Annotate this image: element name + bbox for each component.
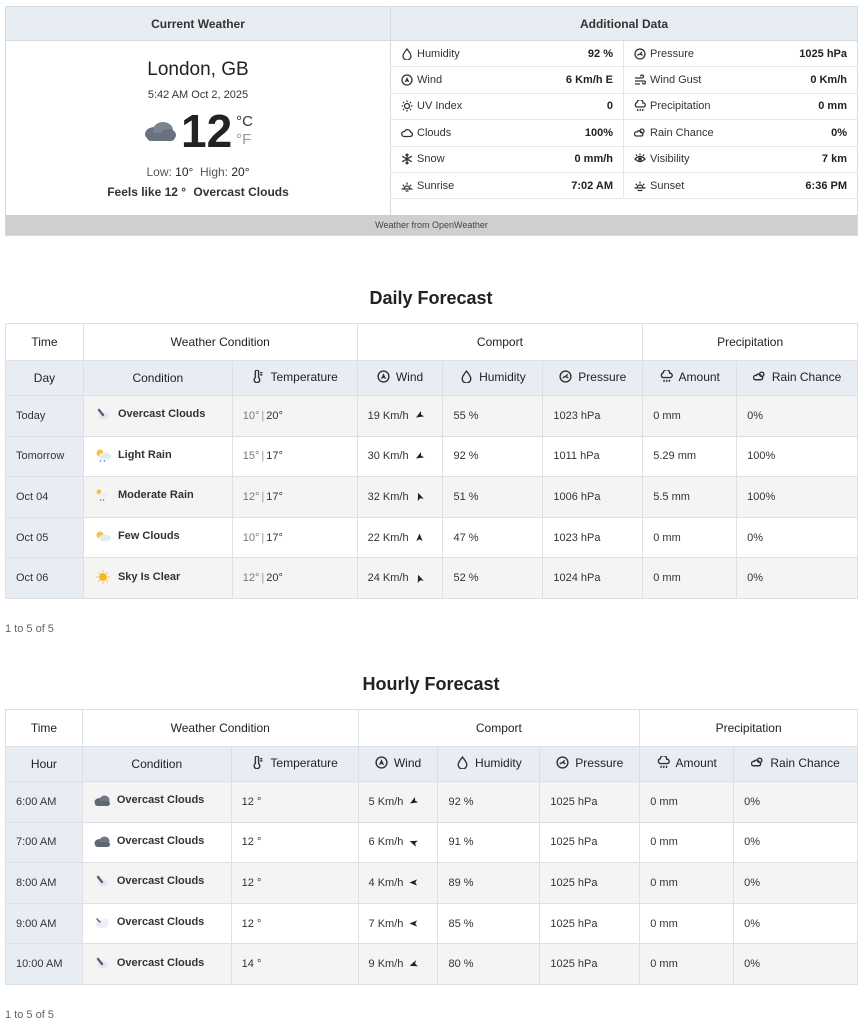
precipitation-icon (660, 370, 673, 383)
cell-wind (357, 517, 443, 558)
temp-low: 10° (242, 409, 260, 422)
cell-humidity: 92 % (438, 782, 540, 823)
cloud-icon (93, 956, 111, 970)
rain-chance-icon (753, 370, 766, 383)
additional-data-label: Sunset (650, 179, 685, 192)
precipitation-icon-wrap (634, 100, 646, 112)
pressure-icon (559, 370, 572, 383)
cell-pressure: 1023 hPa (543, 396, 643, 437)
hourly-forecast-table (5, 709, 858, 985)
col-header-condition[interactable] (83, 361, 232, 396)
wind-direction-icon (409, 919, 418, 928)
sunrise-icon-wrap (401, 180, 413, 192)
cell-temperature: 12° | 20° (232, 558, 357, 599)
cell-rain-chance: 0% (737, 558, 858, 599)
cell-time: Oct 04 (6, 477, 84, 518)
col-header-time[interactable] (6, 361, 84, 396)
cloud-icon (93, 793, 111, 807)
cell-amount: 5.5 mm (643, 477, 737, 518)
cell-humidity: 91 % (438, 822, 540, 863)
cell-time: Today (6, 396, 84, 437)
unit-toggle[interactable] (236, 113, 253, 149)
col-header-humidity[interactable] (438, 747, 540, 782)
additional-data-label: Rain Chance (650, 126, 714, 139)
additional-data-value: 0 (606, 100, 613, 113)
cell-temperature (231, 944, 358, 985)
additional-data-item (391, 173, 624, 199)
cell-temperature (231, 822, 358, 863)
cell-pressure: 1025 hPa (540, 782, 640, 823)
cell-amount: 0 mm (640, 944, 734, 985)
col-header-temperature-label: Temperature (270, 369, 338, 384)
temp-low: 15° (242, 450, 260, 463)
cell-humidity: 89 % (438, 863, 540, 904)
high-value: 20° (231, 165, 250, 179)
table-row[interactable] (6, 436, 858, 477)
temp-low: 10° (242, 531, 260, 544)
cloud-icon (93, 874, 111, 888)
clouds-icon (401, 127, 413, 139)
wind-speed: 7 Km/h (368, 917, 404, 930)
rain-chance-icon-wrap (634, 127, 646, 139)
weather-source-footer: Weather from OpenWeather (6, 215, 857, 235)
additional-data-item (624, 147, 857, 173)
additional-data-item (391, 67, 624, 93)
cell-pressure: 1025 hPa (540, 822, 640, 863)
additional-data-value: 100% (584, 126, 613, 139)
celsius-unit[interactable]: °C (236, 113, 253, 130)
wind-icon (375, 756, 388, 769)
wind-direction-icon (408, 958, 420, 970)
snow-icon (401, 153, 413, 165)
precipitation-icon (634, 100, 646, 112)
cell-wind (357, 396, 443, 437)
cloud-icon (94, 529, 112, 543)
cloud-icon (93, 834, 111, 848)
additional-data-item (624, 173, 857, 199)
temp-high: 20° (266, 572, 283, 585)
cell-time: 8:00 AM (6, 863, 83, 904)
cell-condition (83, 558, 232, 599)
table-row[interactable] (6, 903, 858, 944)
temp-high: 17° (266, 531, 283, 544)
visibility-icon (634, 153, 646, 165)
cell-rain-chance: 0% (734, 822, 858, 863)
col-header-pressure[interactable] (543, 361, 643, 396)
wind-speed: 19 Km/h (367, 409, 409, 422)
wind-speed: 30 Km/h (367, 450, 409, 463)
group-time: Time (6, 324, 84, 361)
additional-data-label: Sunrise (417, 179, 455, 192)
cell-rain-chance: 100% (737, 477, 858, 518)
wind-direction-icon (408, 837, 420, 849)
cell-temperature: 10° | 17° (232, 517, 357, 558)
additional-data-label: Wind Gust (650, 74, 702, 87)
additional-data-grid (391, 41, 857, 199)
cell-wind (358, 822, 438, 863)
col-header-humidity-label: Humidity (479, 369, 526, 384)
cell-rain-chance: 0% (737, 396, 858, 437)
cell-humidity: 55 % (443, 396, 543, 437)
cell-rain-chance: 0% (734, 782, 858, 823)
sun-icon (94, 570, 112, 584)
sunrise-icon (401, 180, 413, 192)
cell-wind (357, 477, 443, 518)
table-row[interactable] (6, 396, 858, 437)
additional-data-value: 6 Km/h E (565, 74, 613, 87)
cell-time: Oct 05 (6, 517, 84, 558)
table-row[interactable] (6, 782, 858, 823)
group-weather-condition: Weather Condition (83, 324, 357, 361)
cell-condition (82, 863, 231, 904)
additional-data-label: Humidity (417, 47, 460, 60)
col-header-wind-label: Wind (395, 369, 424, 384)
rain-chance-icon (634, 127, 646, 139)
table-row[interactable] (6, 517, 858, 558)
current-weather-panel (6, 7, 391, 215)
rain-icon (94, 448, 112, 462)
additional-data-label: UV Index (417, 100, 463, 113)
group-weather-condition: Weather Condition (82, 710, 358, 747)
col-header-amount-label: Amount (675, 755, 717, 770)
group-precipitation: Precipitation (640, 710, 858, 747)
cell-amount: 0 mm (643, 517, 737, 558)
snow-icon-wrap (401, 153, 413, 165)
daily-forecast-table (5, 323, 858, 599)
additional-data-item (391, 94, 624, 120)
additional-data-value: 1025 hPa (799, 47, 847, 60)
condition-text: Sky Is Clear (117, 570, 181, 583)
cell-temperature (231, 903, 358, 944)
wind-direction-icon (413, 491, 425, 503)
cell-rain-chance: 0% (734, 903, 858, 944)
additional-data-value: 0% (831, 126, 847, 139)
cell-temperature: 10° | 20° (232, 396, 357, 437)
cell-time: 6:00 AM (6, 782, 83, 823)
temp-high: 17° (266, 450, 283, 463)
col-header-wind-label: Wind (393, 755, 422, 770)
additional-data-value: 7 km (821, 153, 847, 166)
wind-direction-icon (413, 410, 425, 422)
hourly-forecast-title: Hourly Forecast (362, 674, 500, 694)
table-row[interactable] (6, 944, 858, 985)
cell-rain-chance: 0% (737, 517, 858, 558)
col-header-pressure-label: Pressure (575, 755, 624, 770)
col-header-amount[interactable] (643, 361, 737, 396)
wind-direction-icon (413, 450, 425, 462)
cell-wind (358, 863, 438, 904)
group-comfort: Comport (358, 710, 640, 747)
cell-condition (83, 396, 232, 437)
cell-wind (357, 558, 443, 599)
col-header-rain-chance[interactable] (734, 747, 858, 782)
wind-direction-icon (408, 796, 420, 808)
additional-data-item (391, 147, 624, 173)
additional-data-item (624, 67, 857, 93)
cell-humidity: 47 % (443, 517, 543, 558)
additional-data-label: Wind (417, 74, 443, 87)
precipitation-icon (657, 756, 670, 769)
cell-amount: 0 mm (640, 782, 734, 823)
temp-value: 12 ° (241, 795, 262, 808)
cell-condition (83, 436, 232, 477)
high-label: High: (200, 165, 229, 179)
col-header-time[interactable] (6, 747, 83, 782)
temp-low: 12° (242, 572, 260, 585)
group-comfort: Comport (357, 324, 643, 361)
col-header-wind[interactable] (357, 361, 443, 396)
wind-direction-icon (409, 878, 418, 887)
wind-speed: 4 Km/h (368, 876, 404, 889)
additional-data-label: Visibility (650, 153, 690, 166)
rain-chance-icon (751, 756, 764, 769)
feels-like: Feels like 12 ° (107, 185, 187, 199)
pressure-icon (634, 48, 646, 60)
sunset-icon (634, 180, 646, 192)
rain-icon (94, 488, 112, 502)
low-value: 10° (175, 165, 194, 179)
cell-pressure: 1025 hPa (540, 903, 640, 944)
additional-data-item (624, 120, 857, 146)
humidity-icon-wrap (401, 48, 413, 60)
additional-data-value: 6:36 PM (805, 179, 847, 192)
additional-data-item (391, 120, 624, 146)
col-header-temperature[interactable] (231, 747, 358, 782)
wind-icon-wrap (401, 74, 413, 86)
low-high (6, 165, 390, 179)
condition-text: Overcast Clouds (117, 408, 206, 421)
cell-temperature: 12° | 17° (232, 477, 357, 518)
cell-pressure: 1006 hPa (543, 477, 643, 518)
sunset-icon-wrap (634, 180, 646, 192)
current-temp-row (6, 105, 390, 157)
cell-humidity: 92 % (443, 436, 543, 477)
condition-text: Moderate Rain (117, 489, 194, 502)
pressure-icon (556, 756, 569, 769)
table-row[interactable] (6, 863, 858, 904)
uv-icon-wrap (401, 100, 413, 112)
additional-data-value: 0 mm (818, 100, 847, 113)
col-header-rain-chance-label: Rain Chance (771, 369, 842, 384)
uv-icon (401, 100, 413, 112)
cell-condition (82, 782, 231, 823)
cell-amount: 0 mm (640, 903, 734, 944)
cell-condition (83, 477, 232, 518)
wind-speed: 5 Km/h (368, 795, 404, 808)
col-header-time-label: Hour (30, 757, 57, 771)
cell-pressure: 1025 hPa (540, 944, 640, 985)
cell-rain-chance: 0% (734, 944, 858, 985)
col-header-condition[interactable] (82, 747, 231, 782)
cell-wind (357, 436, 443, 477)
condition-text: Overcast Clouds (116, 956, 205, 969)
additional-data-item (624, 94, 857, 120)
additional-data-label: Precipitation (650, 100, 711, 113)
col-header-condition-label: Condition (131, 757, 183, 771)
additional-data-item (391, 41, 624, 67)
condition-text: Overcast Clouds (116, 794, 205, 807)
cell-humidity: 85 % (438, 903, 540, 944)
temp-low: 12° (242, 490, 260, 503)
cell-temperature (231, 782, 358, 823)
location-name: London, GB (147, 59, 249, 80)
condition-text: Overcast Clouds (116, 916, 205, 929)
humidity-icon (456, 756, 469, 769)
wind-speed: 24 Km/h (367, 572, 409, 585)
cell-time: Oct 06 (6, 558, 84, 599)
col-header-wind[interactable] (358, 747, 438, 782)
current-condition: Overcast Clouds (193, 185, 289, 199)
cell-humidity: 80 % (438, 944, 540, 985)
table-row[interactable] (6, 477, 858, 518)
wind-gust-icon-wrap (634, 74, 646, 86)
daily-pager: 1 to 5 of 5 (5, 623, 54, 635)
cell-temperature: 15° | 17° (232, 436, 357, 477)
current-temperature: 12 (180, 105, 233, 157)
col-header-amount-label: Amount (678, 369, 720, 384)
condition-text: Light Rain (117, 448, 172, 461)
condition-text: Overcast Clouds (116, 834, 205, 847)
condition-text: Overcast Clouds (116, 875, 205, 888)
cell-wind (358, 782, 438, 823)
col-header-pressure-label: Pressure (578, 369, 627, 384)
wind-direction-icon (415, 533, 424, 542)
cell-pressure: 1024 hPa (543, 558, 643, 599)
cell-condition (82, 822, 231, 863)
wind-direction-icon (413, 572, 425, 584)
wind-icon (377, 370, 390, 383)
temp-high: 17° (266, 490, 283, 503)
cloud-icon (94, 407, 112, 421)
col-header-humidity[interactable] (443, 361, 543, 396)
clouds-icon-wrap (401, 127, 413, 139)
wind-speed: 9 Km/h (368, 958, 404, 971)
cell-rain-chance: 100% (737, 436, 858, 477)
wind-icon (401, 74, 413, 86)
current-weather-card (5, 6, 858, 236)
cell-pressure: 1025 hPa (540, 863, 640, 904)
wind-speed: 6 Km/h (368, 836, 404, 849)
hourly-pager: 1 to 5 of 5 (5, 1009, 54, 1021)
wind-gust-icon (634, 74, 646, 86)
col-header-pressure[interactable] (540, 747, 640, 782)
wind-speed: 32 Km/h (367, 490, 409, 503)
col-header-rain-chance[interactable] (737, 361, 858, 396)
cell-rain-chance: 0% (734, 863, 858, 904)
temp-value: 14 ° (241, 958, 262, 971)
visibility-icon-wrap (634, 153, 646, 165)
col-header-condition-label: Condition (132, 371, 184, 385)
additional-data-value: 0 Km/h (810, 74, 847, 87)
low-label: Low: (146, 165, 172, 179)
cell-wind (358, 944, 438, 985)
humidity-icon (460, 370, 473, 383)
daily-forecast-title: Daily Forecast (369, 288, 493, 308)
thermometer-icon (251, 370, 264, 383)
current-weather-header: Current Weather (6, 7, 390, 41)
col-header-humidity-label: Humidity (475, 755, 522, 770)
group-precipitation: Precipitation (643, 324, 858, 361)
cell-condition (83, 517, 232, 558)
humidity-icon (401, 48, 413, 60)
cell-pressure: 1011 hPa (543, 436, 643, 477)
cell-temperature (231, 863, 358, 904)
cell-amount: 0 mm (643, 396, 737, 437)
cell-amount: 0 mm (640, 863, 734, 904)
col-header-amount[interactable] (640, 747, 734, 782)
table-row[interactable] (6, 822, 858, 863)
cell-pressure: 1023 hPa (543, 517, 643, 558)
cell-time: Tomorrow (6, 436, 84, 477)
temp-value: 12 ° (241, 917, 262, 930)
feels-like-row (6, 185, 390, 199)
group-time: Time (6, 710, 83, 747)
additional-data-panel (391, 7, 857, 215)
col-header-temperature[interactable] (232, 361, 357, 396)
condition-text: Few Clouds (117, 530, 180, 543)
additional-data-item (624, 41, 857, 67)
temp-high: 20° (266, 409, 283, 422)
cell-humidity: 52 % (443, 558, 543, 599)
additional-data-header: Additional Data (391, 7, 857, 41)
table-row[interactable] (6, 558, 858, 599)
additional-data-value: 7:02 AM (571, 179, 613, 192)
cloud-icon (93, 915, 111, 929)
temp-value: 12 ° (241, 876, 262, 889)
cell-amount: 5.29 mm (643, 436, 737, 477)
cell-amount: 0 mm (643, 558, 737, 599)
additional-data-value: 0 mm/h (574, 153, 613, 166)
cell-time: 7:00 AM (6, 822, 83, 863)
cell-time: 10:00 AM (6, 944, 83, 985)
col-header-rain-chance-label: Rain Chance (770, 755, 840, 770)
fahrenheit-unit[interactable]: °F (236, 131, 252, 148)
wind-speed: 22 Km/h (367, 531, 409, 544)
temp-value: 12 ° (241, 836, 262, 849)
thermometer-icon (251, 756, 264, 769)
additional-data-value: 92 % (587, 47, 613, 60)
current-datetime: 5:42 AM Oct 2, 2025 (147, 89, 249, 101)
pressure-icon-wrap (634, 48, 646, 60)
cell-amount: 0 mm (640, 822, 734, 863)
cell-condition (82, 903, 231, 944)
additional-data-label: Clouds (417, 126, 452, 139)
cell-condition (82, 944, 231, 985)
cell-wind (358, 903, 438, 944)
col-header-time-label: Day (33, 371, 56, 385)
cell-humidity: 51 % (443, 477, 543, 518)
col-header-temperature-label: Temperature (270, 755, 338, 770)
additional-data-label: Snow (417, 153, 445, 166)
cell-time: 9:00 AM (6, 903, 83, 944)
additional-data-label: Pressure (650, 47, 695, 60)
overcast-cloud-icon (143, 120, 177, 142)
